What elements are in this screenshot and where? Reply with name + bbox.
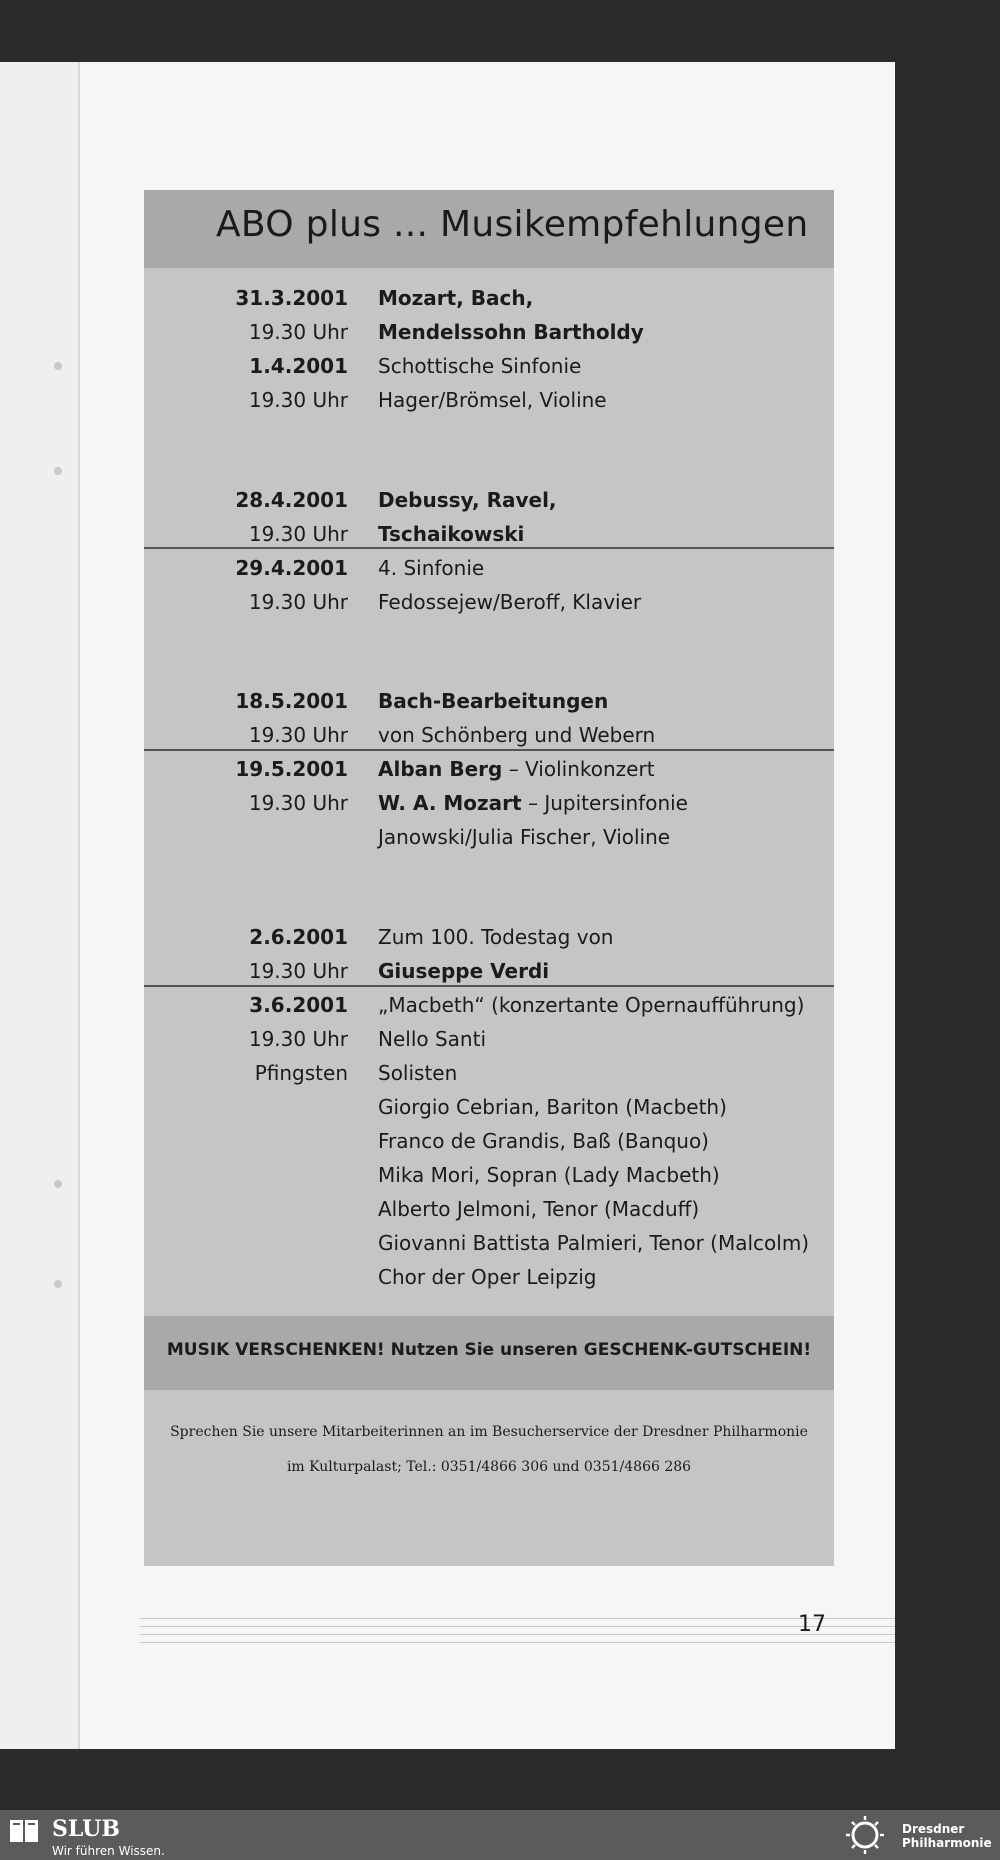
recommendations-panel: [144, 190, 834, 1566]
program-date-time: 2.6.2001: [249, 925, 348, 949]
program-description-part: – Jupitersinfonie: [521, 791, 688, 815]
program-row: [144, 388, 834, 422]
slub-name: SLUB: [52, 1816, 120, 1842]
contact-line-2: im Kulturpalast; Tel.: 0351/4866 306 und 0351/4866 286: [286, 1459, 692, 1475]
program-date-time: Pfingsten: [254, 1061, 348, 1085]
program-row: [144, 1061, 834, 1095]
program-row: [144, 1163, 834, 1197]
program-description-part: W. A. Mozart: [378, 791, 522, 815]
program-row: [144, 825, 834, 859]
program-row: [144, 791, 834, 825]
brochure-page: [0, 62, 895, 1749]
page-title: ABO plus ... Musikempfehlungen: [216, 204, 809, 245]
program-description: Giuseppe Verdi: [378, 959, 550, 983]
page-number: 17: [798, 1612, 826, 1637]
program-date-time: 19.30 Uhr: [248, 791, 348, 815]
program-row: [144, 556, 834, 590]
program-description: Giovanni Battista Palmieri, Tenor (Malcolm): [378, 1231, 810, 1255]
program-description: Zum 100. Todestag von: [378, 925, 614, 949]
program-row: [144, 757, 834, 791]
viewer-footer-bar: [0, 1810, 1000, 1860]
program-description: Giorgio Cebrian, Bariton (Macbeth): [378, 1095, 727, 1119]
program-description: Alberto Jelmoni, Tenor (Macduff): [378, 1197, 700, 1221]
program-row: [144, 1197, 834, 1231]
program-date-time: 19.5.2001: [235, 757, 348, 781]
program-row: [144, 1027, 834, 1061]
program-description: Bach-Bearbeitungen: [378, 689, 609, 713]
program-description: Hager/Brömsel, Violine: [378, 388, 607, 412]
slub-logo-icon: [10, 1820, 38, 1842]
binding-hole: [54, 1180, 62, 1188]
program-date-time: 19.30 Uhr: [248, 522, 348, 546]
program-row: [144, 354, 834, 388]
program-row: [144, 925, 834, 959]
program-date-time: 28.4.2001: [235, 488, 348, 512]
program-row: [144, 488, 834, 522]
program-description: [378, 757, 655, 781]
program-description: Chor der Oper Leipzig: [378, 1265, 597, 1289]
binding-hole: [54, 1280, 62, 1288]
gift-text: MUSIK VERSCHENKEN! Nutzen Sie unseren GESCHENK-GUTSCHEIN!: [166, 1340, 812, 1360]
program-row: [144, 1129, 834, 1163]
program-row: [144, 1095, 834, 1129]
program-row: [144, 723, 834, 757]
program-description-part: – Violinkonzert: [502, 757, 655, 781]
section-divider: [144, 547, 834, 549]
binding-hole: [54, 362, 62, 370]
section-divider: [144, 749, 834, 751]
program-row: [144, 522, 834, 556]
gift-banner: [144, 1316, 834, 1390]
dresdner-philharmonie-name: [902, 1822, 992, 1850]
program-date-time: 19.30 Uhr: [248, 959, 348, 983]
slub-tagline: Wir führen Wissen.: [52, 1844, 165, 1858]
program-row: [144, 689, 834, 723]
program-row: [144, 286, 834, 320]
program-description-part: Alban Berg: [378, 757, 503, 781]
previous-page-edge: [0, 62, 80, 1749]
program-date-time: 19.30 Uhr: [248, 320, 348, 344]
binding-hole: [54, 467, 62, 475]
program-description: „Macbeth“ (konzertante Opernaufführung): [378, 993, 805, 1017]
dp-line-1: Dresdner: [902, 1822, 965, 1836]
program-description: von Schönberg und Webern: [378, 723, 656, 747]
program-date-time: 18.5.2001: [235, 689, 348, 713]
program-description: Janowski/Julia Fischer, Violine: [378, 825, 671, 849]
program-date-time: 31.3.2001: [235, 286, 348, 310]
program-description: Debussy, Ravel,: [378, 488, 557, 512]
dp-line-2: Philharmonie: [902, 1836, 992, 1850]
program-description: 4. Sinfonie: [378, 556, 485, 580]
program-row: [144, 993, 834, 1027]
program-description: [378, 791, 688, 815]
section-divider: [144, 985, 834, 987]
program-row: [144, 590, 834, 624]
contact-line-1: Sprechen Sie unsere Mitarbeiterinnen an im Besucherservice der Dresdner Philharmonie: [170, 1424, 808, 1440]
dresdner-philharmonie-logo-icon: [838, 1814, 892, 1856]
program-description: Mendelssohn Bartholdy: [378, 320, 644, 344]
program-description: Tschaikowski: [378, 522, 525, 546]
program-row: [144, 320, 834, 354]
program-date-time: 19.30 Uhr: [248, 1027, 348, 1051]
program-date-time: 19.30 Uhr: [248, 388, 348, 412]
program-date-time: 3.6.2001: [249, 993, 348, 1017]
program-row: [144, 1231, 834, 1265]
program-description: Schottische Sinfonie: [378, 354, 582, 378]
program-date-time: 29.4.2001: [235, 556, 348, 580]
program-description: Nello Santi: [378, 1027, 486, 1051]
program-date-time: 19.30 Uhr: [248, 723, 348, 747]
program-description: Franco de Grandis, Baß (Banquo): [378, 1129, 709, 1153]
program-description: Fedossejew/Beroff, Klavier: [378, 590, 642, 614]
program-description: Mozart, Bach,: [378, 286, 534, 310]
title-bar: [144, 190, 834, 268]
program-date-time: 19.30 Uhr: [248, 590, 348, 614]
program-description: Solisten: [378, 1061, 458, 1085]
program-description: Mika Mori, Sopran (Lady Macbeth): [378, 1163, 720, 1187]
program-row: [144, 959, 834, 993]
program-row: [144, 1265, 834, 1299]
program-date-time: 1.4.2001: [249, 354, 348, 378]
